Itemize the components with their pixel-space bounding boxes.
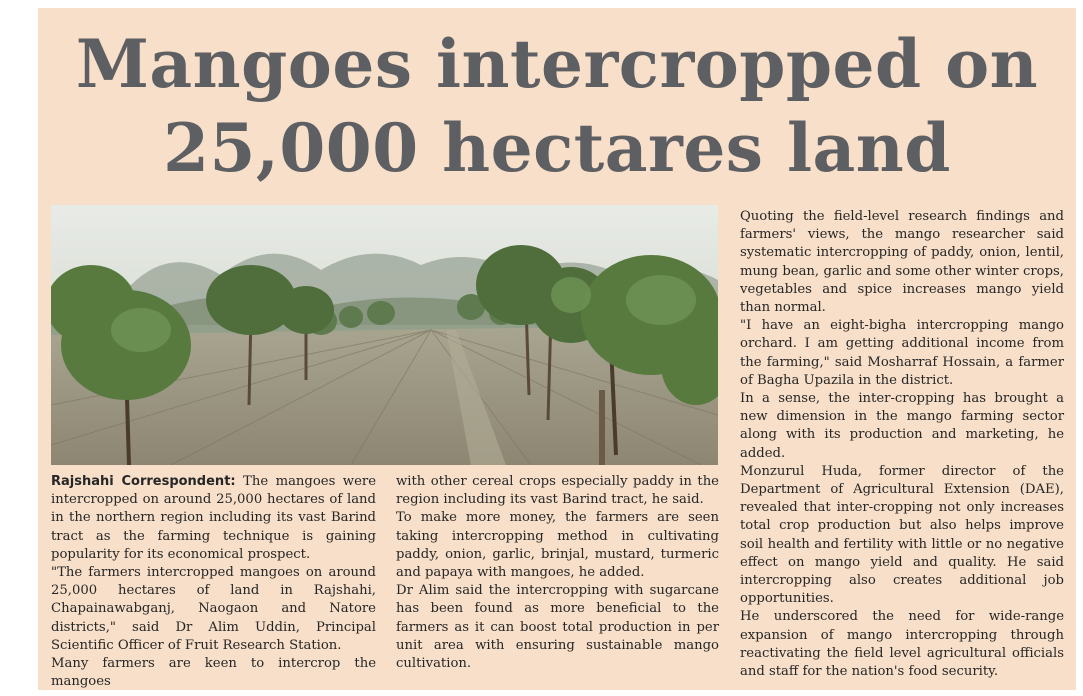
newspaper-clipping [38, 8, 1076, 690]
column-3 [740, 208, 1064, 681]
headline-line-1: Mangoes intercropped on [75, 25, 1039, 103]
paragraph-text: The mangoes were intercropped on around 25,000 hectares of land in the northern region including its vast Barind tract as the farming technique is gaining popularity for its economical prospect. [51, 474, 376, 562]
column-1 [51, 473, 376, 691]
mango-orchard-photo [51, 205, 718, 465]
paragraph: Many farmers are keen to intercrop the mangoes [51, 656, 376, 690]
paragraph [51, 473, 376, 564]
paragraph: "The farmers intercropped mangoes on around 25,000 hectares of land in Rajshahi, Chapainawabganj, Naogaon and Natore districts," said Dr Alim Uddin, Principal Scientific Officer of Fruit Research Station. [51, 565, 376, 653]
column-2 [396, 473, 719, 673]
headline-line-2: 25,000 hectares land [163, 109, 951, 187]
headline [38, 22, 1076, 190]
paragraph: Monzurul Huda, former director of the Department of Agricultural Extension (DAE), revealed that inter-cropping not only increases total crop production but also helps improve soil health and fertility with little or no negative effect on mango yield and quality. He said intercropping also creates additional job opportunities. [740, 463, 1064, 607]
paragraph: "I have an eight-bigha intercropping mango orchard. I am getting additional income from the farming," said Mosharraf Hossain, a farmer of Bagha Upazila in the district. [740, 318, 1064, 388]
paragraph: He underscored the need for wide-range expansion of mango intercropping through reactivating the field level agricultural officials and staff for the nation's food security. [740, 609, 1064, 680]
paragraph: To make more money, the farmers are seen taking intercropping method in cultivating paddy, onion, garlic, brinjal, mustard, turmeric and papaya with mangoes, he added. [396, 510, 719, 581]
paragraph: In a sense, the inter-cropping has brought a new dimension in the mango farming sector along with its production and marketing, he added. [740, 391, 1064, 461]
byline: Rajshahi Correspondent: [51, 474, 236, 489]
paragraph: Dr Alim said the intercropping with sugarcane has been found as more beneficial to the farmers as it can boost total production in per unit area with ensuring sustainable mango cultivation. [396, 583, 719, 672]
paragraph: Quoting the field-level research findings and farmers' views, the mango researcher said systematic intercropping of paddy, onion, lentil, mung bean, garlic and some other winter crops, vegetables and spice increases mango yield than normal. [740, 209, 1064, 316]
paragraph: with other cereal crops especially paddy in the region including its vast Barind tract, he said. [396, 474, 719, 508]
